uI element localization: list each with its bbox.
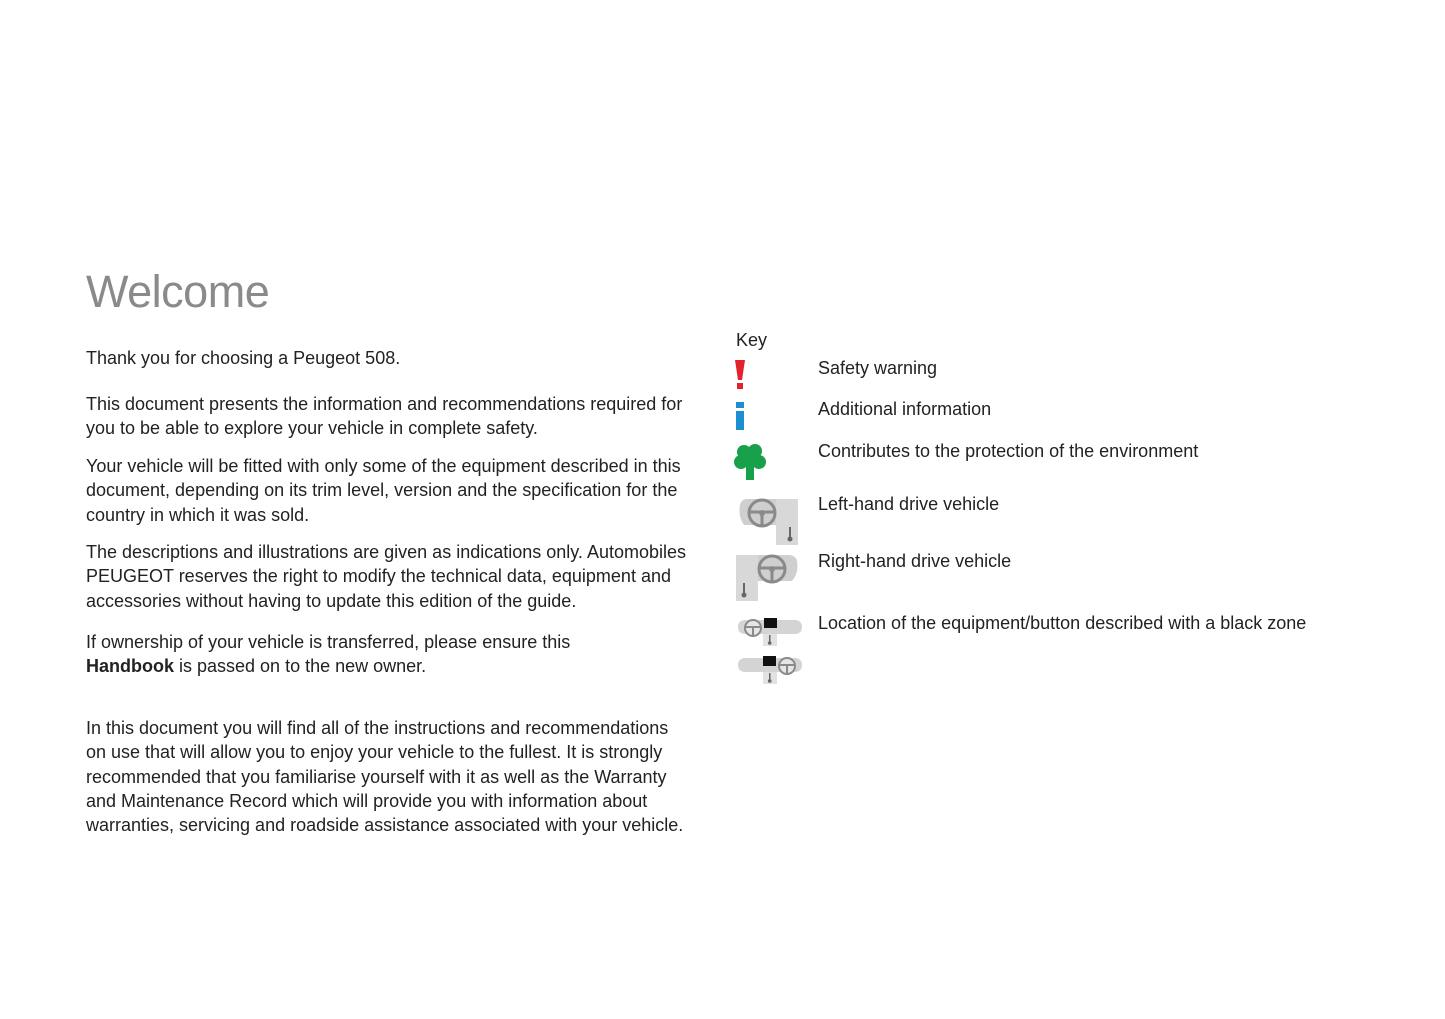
key-item-additional-info: Additional information bbox=[818, 399, 992, 419]
left-hand-drive-icon bbox=[736, 497, 800, 547]
intro-paragraph-6: In this document you will find all of the instructions and recommendations on use that will allow you to enjoy your vehicle to the fullest. It is strongly recommended that you familiarise yourself with it as well as the Warranty and Maintenance Record which will provide you with information about warranties, servicing and roadside assistance associated with your vehicle. bbox=[86, 718, 684, 836]
handbook-emphasis: Handbook bbox=[86, 656, 174, 677]
key-item-equipment-location: Location of the equipment/button described with a black zone bbox=[818, 613, 1307, 633]
equipment-location-icon-rhd bbox=[736, 653, 804, 685]
intro-paragraph-5-start: If ownership of your vehicle is transferred, please ensure this bbox=[86, 632, 571, 652]
key-item-safety-warning: Safety warning bbox=[818, 358, 938, 378]
page-title: Welcome bbox=[86, 266, 270, 317]
intro-paragraph-5 bbox=[86, 630, 686, 679]
key-item-environment: Contributes to the protection of the environment bbox=[818, 441, 1199, 461]
key-heading: Key bbox=[736, 330, 768, 350]
exclamation-icon bbox=[734, 360, 746, 390]
intro-paragraph-5-end: is passed on to the new owner. bbox=[174, 656, 427, 677]
key-item-right-hand-drive: Right-hand drive vehicle bbox=[818, 551, 1012, 571]
equipment-location-icon-lhd bbox=[736, 615, 804, 647]
intro-paragraph-4: The descriptions and illustrations are given as indications only. Automobiles PEUGEOT reserves the right to modify the technical data, equipment and accessories without having to update this edition of the guide. bbox=[86, 542, 686, 611]
right-hand-drive-icon bbox=[736, 553, 800, 603]
intro-paragraph-1: Thank you for choosing a Peugeot 508. bbox=[86, 348, 401, 368]
intro-paragraph-3: Your vehicle will be fitted with only some of the equipment described in this document, depending on its trim level, version and the specification for the country in which it was sold. bbox=[86, 456, 681, 525]
info-icon bbox=[734, 402, 746, 430]
tree-icon bbox=[734, 443, 768, 481]
key-item-left-hand-drive: Left-hand drive vehicle bbox=[818, 494, 1000, 514]
intro-paragraph-2: This document presents the information and recommendations required for you to be able to explore your vehicle in complete safety. bbox=[86, 394, 683, 439]
